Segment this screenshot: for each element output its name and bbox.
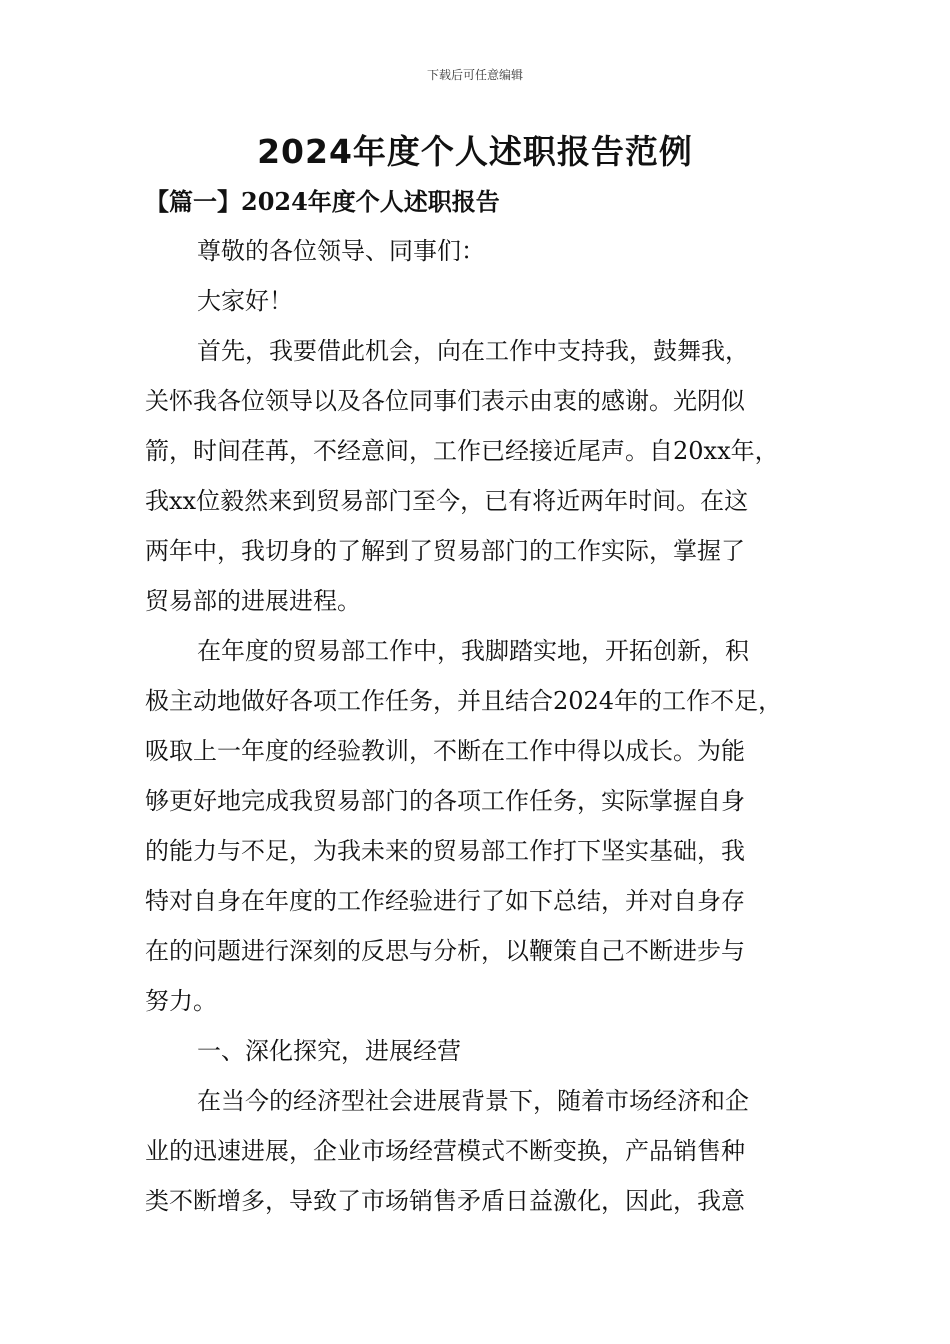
paragraph-hello xyxy=(145,276,815,326)
header-note: 下载后可任意编辑 xyxy=(426,68,523,82)
paragraph-line: 贸易部的进展进程。 xyxy=(145,587,361,615)
paragraph-line: 尊敬的各位领导、同事们： xyxy=(197,237,485,265)
paragraph-line: 箭，时间荏苒，不经意间，工作已经接近尾声。自20xx年， xyxy=(145,437,779,465)
section-heading: 【篇一】2024年度个人述职报告 xyxy=(145,187,500,216)
paragraph-line: 吸取上一年度的经验教训，不断在工作中得以成长。为能 xyxy=(145,737,745,765)
paragraph-line: 类不断增多，导致了市场销售矛盾日益激化，因此，我意 xyxy=(145,1187,745,1215)
paragraph-line: 的能力与不足，为我未来的贸易部工作打下坚实基础，我 xyxy=(145,837,745,865)
document-title: 2024年度个人述职报告范例 xyxy=(257,132,693,171)
paragraph-line: 极主动地做好各项工作任务，并且结合2024年的工作不足， xyxy=(145,687,783,715)
paragraph-line: 在的问题进行深刻的反思与分析，以鞭策自己不断进步与 xyxy=(145,937,745,965)
paragraph-line: 在当今的经济型社会进展背景下，随着市场经济和企 xyxy=(197,1087,749,1115)
paragraph-line: 一、深化探究，进展经营 xyxy=(197,1037,461,1065)
paragraph-line: 我xx位毅然来到贸易部门至今，已有将近两年时间。在这 xyxy=(145,487,749,515)
paragraph-greeting xyxy=(145,226,815,276)
paragraph-line: 努力。 xyxy=(145,987,217,1015)
paragraph-market xyxy=(145,1076,815,1226)
subheading-one xyxy=(145,1026,815,1076)
paragraph-line: 业的迅速进展，企业市场经营模式不断变换，产品销售种 xyxy=(145,1137,745,1165)
document-body xyxy=(145,226,815,1226)
paragraph-line: 够更好地完成我贸易部门的各项工作任务，实际掌握自身 xyxy=(145,787,745,815)
paragraph-line: 大家好！ xyxy=(197,287,293,315)
paragraph-line: 特对自身在年度的工作经验进行了如下总结，并对自身存 xyxy=(145,887,745,915)
paragraph-line: 关怀我各位领导以及各位同事们表示由衷的感谢。光阴似 xyxy=(145,387,745,415)
paragraph-line: 两年中，我切身的了解到了贸易部门的工作实际，掌握了 xyxy=(145,537,745,565)
paragraph-line: 在年度的贸易部工作中，我脚踏实地，开拓创新，积 xyxy=(197,637,749,665)
paragraph-summary xyxy=(145,626,815,1026)
paragraph-line: 首先，我要借此机会，向在工作中支持我，鼓舞我， xyxy=(197,337,749,365)
paragraph-intro xyxy=(145,326,815,626)
